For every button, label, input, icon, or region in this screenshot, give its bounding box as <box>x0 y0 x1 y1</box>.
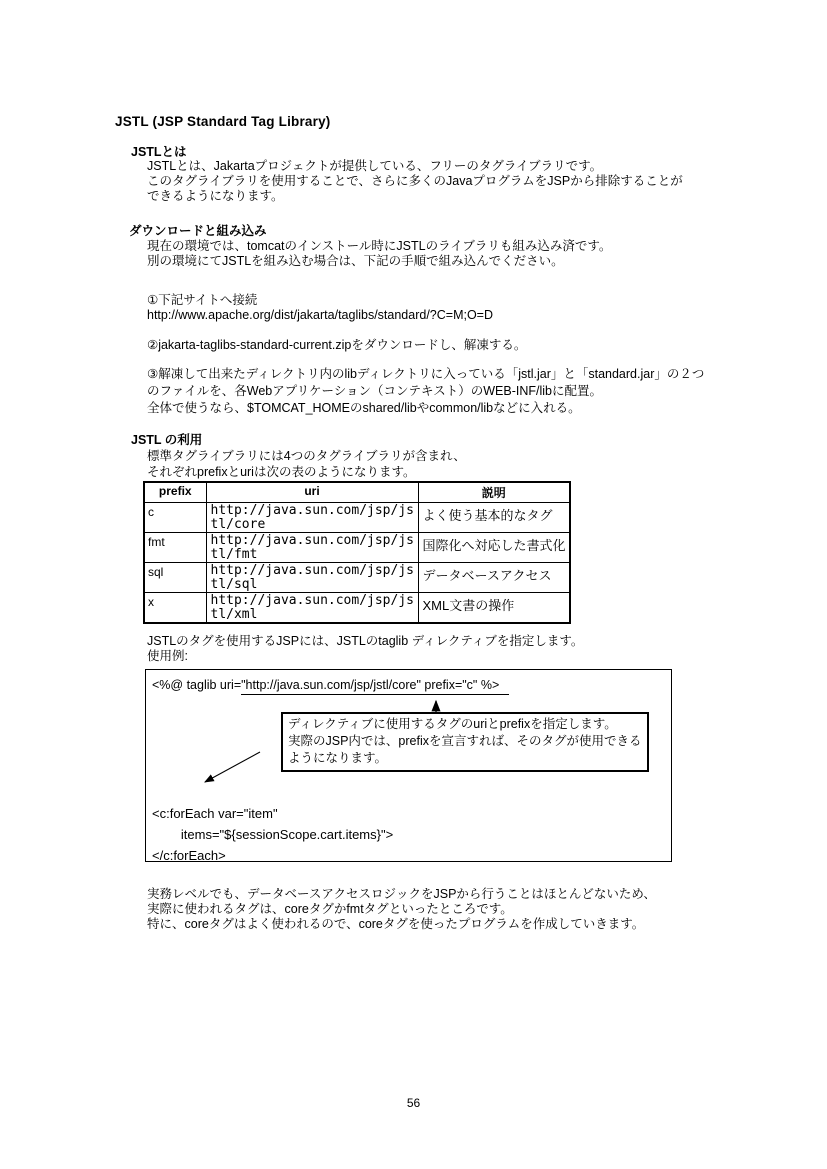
table-row <box>144 533 570 563</box>
paragraph-line: 実務レベルでも、データベースアクセスロジックをJSPから行うことはほとんどないため、 <box>147 887 656 901</box>
paragraph-line: 現在の環境では、tomcatのインストール時にJSTLのライブラリも組み込み済です。 <box>147 239 612 253</box>
cell-desc: XML文書の操作 <box>418 593 570 624</box>
paragraph-line: 全体で使うなら、$TOMCAT_HOMEのshared/libやcommon/libなどに入れる。 <box>147 401 581 415</box>
cell-prefix: sql <box>144 563 206 593</box>
paragraph-line: 標準タグライブラリには4つのタグライブラリが含まれ、 <box>147 449 466 463</box>
cell-desc: よく使う基本的なタグ <box>418 503 570 533</box>
paragraph-line: のファイルを、各Webアプリケーション（コンテキスト）のWEB-INF/libに配置。 <box>147 384 602 398</box>
paragraph-line: 別の環境にてJSTLを組み込む場合は、下記の手順で組み込んでください。 <box>147 254 564 268</box>
step1-title: ①下記サイトへ接続 <box>147 293 258 307</box>
section-heading-usage: JSTL の利用 <box>131 433 203 447</box>
table-header-desc: 説明 <box>418 482 570 503</box>
cell-prefix: x <box>144 593 206 624</box>
code-line: items="${sessionScope.cart.items}"> <box>152 827 394 842</box>
callout-line: ディレクティブに使用するタグのuriとprefixを指定します。 <box>288 717 617 731</box>
directive-prefix-text: <%@ taglib uri= <box>152 678 242 692</box>
table-header-row <box>144 482 570 503</box>
download-paragraph <box>147 239 611 269</box>
foreach-code-block <box>152 803 393 866</box>
cell-uri: http://java.sun.com/jsp/jstl/fmt <box>206 533 418 563</box>
cell-uri: http://java.sun.com/jsp/jstl/xml <box>206 593 418 624</box>
table-header-prefix: prefix <box>144 482 206 503</box>
cell-prefix: c <box>144 503 206 533</box>
paragraph-line: 特に、coreタグはよく使われるので、coreタグを使ったプログラムを作成していきます。 <box>147 917 645 931</box>
paragraph-line: 実際に使われるタグは、coreタグかfmtタグといったところです。 <box>147 902 513 916</box>
step1-url: http://www.apache.org/dist/jakarta/taglibs/standard/?C=M;O=D <box>147 308 494 322</box>
closing-paragraph <box>147 887 656 932</box>
code-line: </c:forEach> <box>152 848 226 863</box>
code-line: <c:forEach var="item" <box>152 806 278 821</box>
paragraph-line: ③解凍して出来たディレクトリ内のlibディレクトリに入っている「jstl.jar」と「standard.jar」の２つ <box>147 367 705 381</box>
directive-underlined-text: "http://java.sun.com/jsp/jstl/core" prefix="c" %> <box>241 678 509 695</box>
paragraph-line: できるようになります。 <box>147 189 284 203</box>
diagonal-arrow <box>205 752 260 782</box>
cell-desc: データベースアクセス <box>418 563 570 593</box>
cell-uri: http://java.sun.com/jsp/jstl/sql <box>206 563 418 593</box>
callout-line: 実際のJSP内では、prefixを宣言すれば、そのタグが使用できる <box>288 734 642 748</box>
section-heading-download: ダウンロードと組み込み <box>129 224 267 238</box>
download-step3 <box>147 366 704 417</box>
code-example-box <box>145 669 672 862</box>
table-row <box>144 503 570 533</box>
usage-paragraph <box>147 448 466 480</box>
table-header-uri: uri <box>206 482 418 503</box>
cell-uri: http://java.sun.com/jsp/jstl/core <box>206 503 418 533</box>
page-title: JSTL (JSP Standard Tag Library) <box>115 114 331 129</box>
about-paragraph <box>147 159 683 204</box>
paragraph-line: それぞれprefixとuriは次の表のようになります。 <box>147 465 416 479</box>
page-number: 56 <box>406 1096 421 1110</box>
taglib-note: JSTLのタグを使用するJSPには、JSTLのtaglib ディレクティブを指定します。 <box>147 634 584 648</box>
taglib-table <box>143 481 571 624</box>
example-label: 使用例: <box>147 649 188 663</box>
paragraph-line: JSTLとは、Jakartaプロジェクトが提供している、フリーのタグライブラリです。 <box>147 159 603 173</box>
callout-line: ようになります。 <box>288 751 388 765</box>
section-heading-about: JSTLとは <box>131 145 187 159</box>
table-row <box>144 563 570 593</box>
paragraph-line: このタグライブラリを使用することで、さらに多くのJavaプログラムをJSPから排除することが <box>147 174 683 188</box>
download-step2: ②jakarta-taglibs-standard-current.zipをダウンロードし、解凍する。 <box>147 338 527 352</box>
table-row <box>144 593 570 624</box>
callout-box <box>281 712 649 772</box>
cell-prefix: fmt <box>144 533 206 563</box>
taglib-directive-line <box>152 678 509 692</box>
download-step1 <box>147 293 493 323</box>
cell-desc: 国際化へ対応した書式化 <box>418 533 570 563</box>
